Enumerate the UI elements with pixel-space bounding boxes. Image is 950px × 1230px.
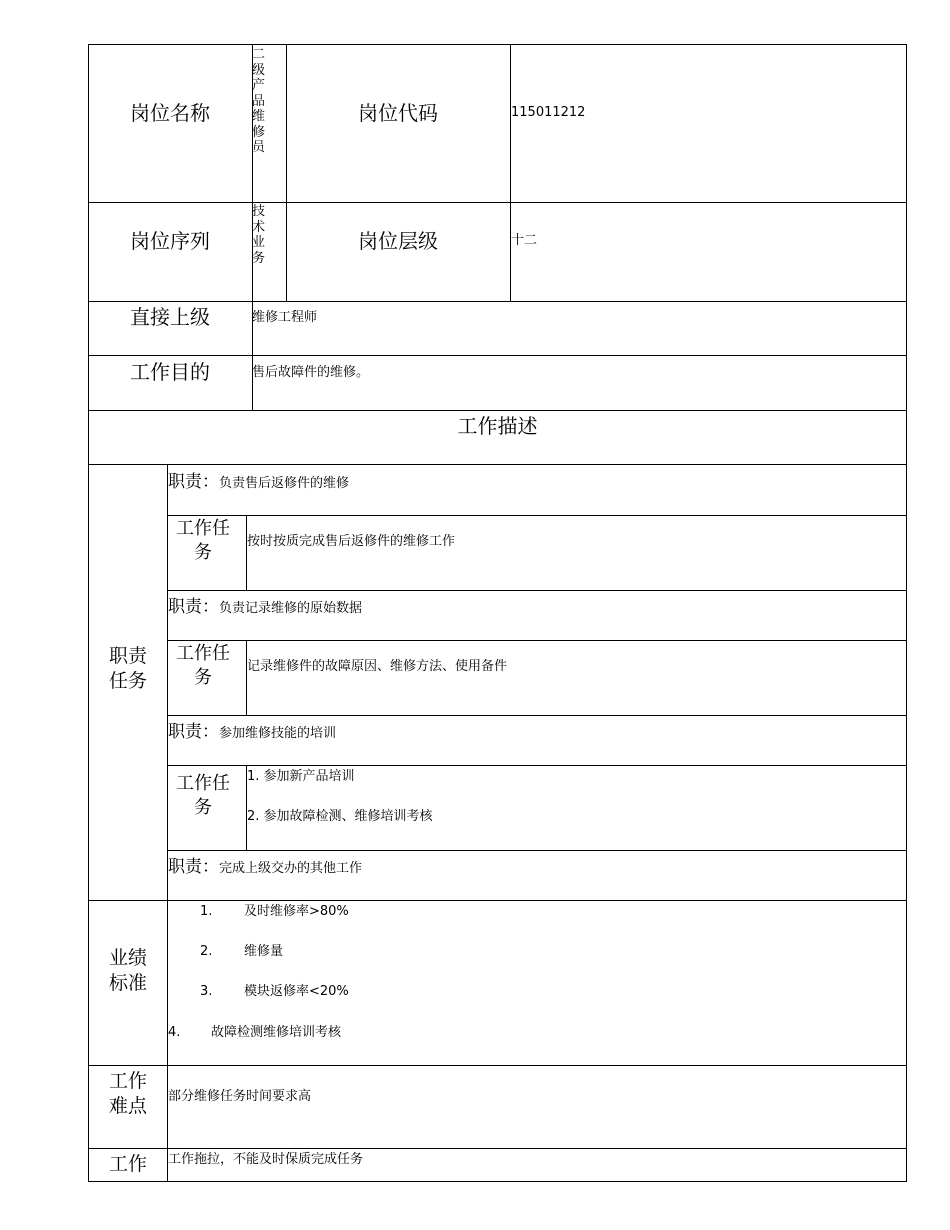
performance-item: 模块返修率<20% — [244, 984, 349, 999]
task-text: 2. 参加故障检测、维修培训考核 — [247, 809, 433, 824]
divider — [246, 515, 247, 590]
performance-num: 4. — [168, 1025, 181, 1040]
divider — [88, 202, 907, 203]
task-label: 工作任务 — [176, 773, 230, 818]
difficulty-label: 工作难点 — [108, 1070, 147, 1117]
difficulty-value: 部分维修任务时间要求高 — [168, 1089, 312, 1104]
post-level-value: 十二 — [511, 233, 538, 248]
performance-num: 2. — [200, 944, 213, 959]
post-sequence-label: 岗位序列 — [130, 229, 210, 253]
border-bottom — [88, 1181, 907, 1182]
divider — [88, 464, 907, 465]
border-top — [88, 44, 907, 45]
duty-row — [168, 467, 349, 492]
performance-label: 业绩标准 — [108, 947, 147, 994]
duties-section-label: 职责任务 — [108, 645, 147, 692]
duty-prefix: 职责： — [168, 472, 219, 492]
superior-value: 维修工程师 — [252, 310, 318, 325]
task-text: 1. 参加新产品培训 — [247, 769, 355, 784]
divider — [167, 765, 907, 766]
description-title: 工作描述 — [457, 414, 538, 438]
divider — [167, 850, 907, 851]
performance-item: 及时维修率>80% — [244, 904, 349, 919]
performance-num: 3. — [200, 984, 213, 999]
duty-prefix: 职责： — [168, 597, 219, 617]
duty-row — [168, 717, 336, 742]
task-text: 按时按质完成售后返修件的维修工作 — [247, 534, 456, 549]
divider — [167, 590, 907, 591]
purpose-label: 工作目的 — [130, 360, 210, 384]
divider — [167, 640, 907, 641]
performance-item: 故障检测维修培训考核 — [211, 1025, 342, 1040]
divider — [88, 1148, 907, 1149]
performance-item: 维修量 — [244, 944, 284, 959]
divider — [286, 44, 287, 301]
purpose-value: 售后故障件的维修。 — [252, 365, 370, 380]
divider — [88, 355, 907, 356]
divider — [510, 44, 511, 301]
superior-label: 直接上级 — [130, 305, 210, 329]
duty-text: 负责售后返修件的维修 — [219, 476, 350, 491]
last-row-value: 工作拖拉，不能及时保质完成任务 — [168, 1152, 364, 1167]
duty-prefix: 职责： — [168, 857, 219, 877]
post-level-label: 岗位层级 — [358, 229, 438, 253]
post-sequence-value: 技术业务 — [252, 204, 266, 266]
task-label: 工作任务 — [176, 643, 230, 688]
divider — [88, 1065, 907, 1066]
divider — [246, 640, 247, 715]
border-left — [88, 44, 89, 1182]
duty-text: 完成上级交办的其他工作 — [219, 861, 363, 876]
duty-text: 参加维修技能的培训 — [219, 726, 337, 741]
divider — [167, 464, 168, 1182]
divider — [167, 715, 907, 716]
post-name-label: 岗位名称 — [130, 101, 210, 125]
duty-row — [168, 592, 362, 617]
task-text: 记录维修件的故障原因、维修方法、使用备件 — [247, 659, 508, 674]
duty-prefix: 职责： — [168, 722, 219, 742]
divider — [88, 410, 907, 411]
duty-row — [168, 852, 362, 877]
post-code-label: 岗位代码 — [358, 101, 438, 125]
divider — [88, 301, 907, 302]
divider — [167, 515, 907, 516]
post-name-value: 二级产品维修员 — [252, 47, 266, 155]
job-description-table — [88, 44, 907, 1182]
performance-num: 1. — [200, 904, 213, 919]
last-row-label: 工作 — [108, 1153, 147, 1175]
task-label: 工作任务 — [176, 518, 230, 563]
border-right — [906, 44, 907, 1182]
duty-text: 负责记录维修的原始数据 — [219, 601, 363, 616]
post-code-value: 115011212 — [511, 105, 586, 120]
divider — [88, 900, 907, 901]
